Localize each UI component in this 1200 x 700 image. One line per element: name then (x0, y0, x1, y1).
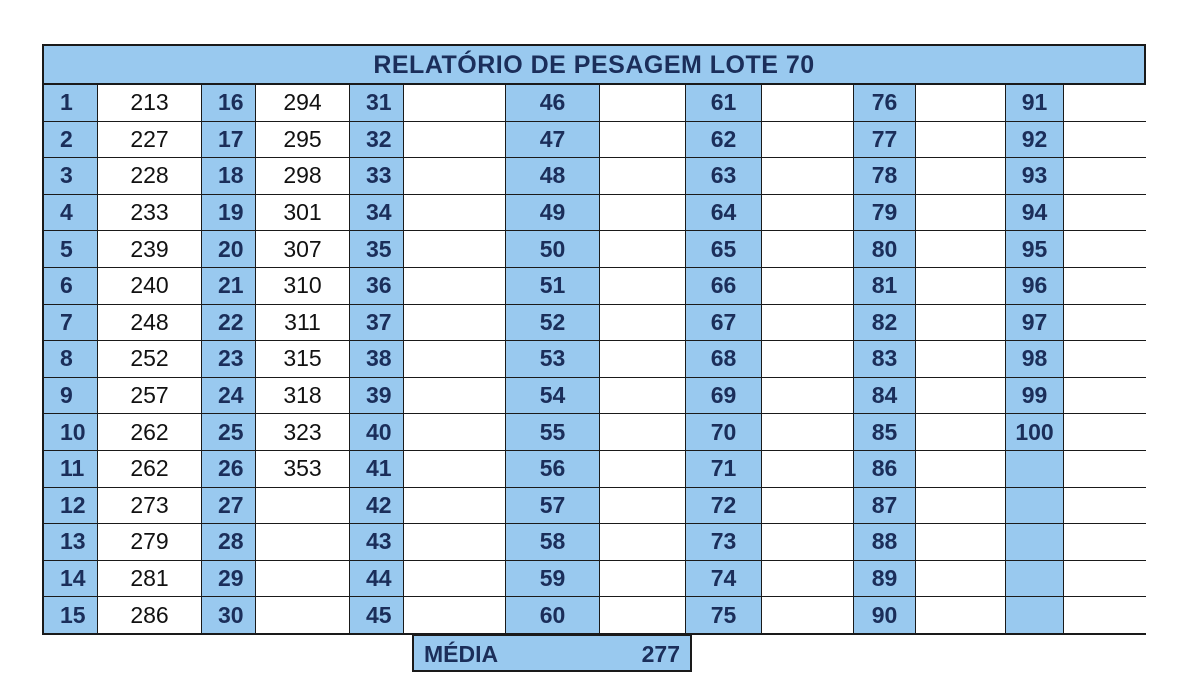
weighing-number-cell: 72 (686, 488, 762, 525)
weighing-number-cell (1006, 488, 1064, 525)
weight-value-cell: 281 (98, 561, 202, 598)
weighing-number-cell: 31 (350, 85, 404, 122)
weight-value-cell (916, 414, 1006, 451)
weighing-number-cell: 70 (686, 414, 762, 451)
weight-value-cell: 240 (98, 268, 202, 305)
weighing-number-cell: 78 (854, 158, 916, 195)
weight-value-cell (1064, 305, 1146, 342)
weighing-number-cell: 58 (506, 524, 600, 561)
weighing-number-cell: 52 (506, 305, 600, 342)
weight-value-cell: 273 (98, 488, 202, 525)
weight-value-cell (762, 341, 854, 378)
weighing-number-cell: 97 (1006, 305, 1064, 342)
weight-value-cell (1064, 195, 1146, 232)
weighing-number-cell: 98 (1006, 341, 1064, 378)
weight-value-cell (1064, 85, 1146, 122)
weighing-number-cell: 56 (506, 451, 600, 488)
weight-value-cell: 295 (256, 122, 350, 159)
weight-value-cell (762, 561, 854, 598)
weighing-number-cell: 40 (350, 414, 404, 451)
weight-value-cell (1064, 158, 1146, 195)
weight-value-cell: 286 (98, 597, 202, 634)
weight-value-cell (600, 488, 686, 525)
weight-value-cell (256, 488, 350, 525)
weighing-number-cell: 44 (350, 561, 404, 598)
weight-value-cell (600, 122, 686, 159)
weighing-number-cell: 77 (854, 122, 916, 159)
weighing-number-cell: 96 (1006, 268, 1064, 305)
weighing-number-cell: 38 (350, 341, 404, 378)
weighing-number-cell (1006, 524, 1064, 561)
weighing-number-cell: 50 (506, 231, 600, 268)
weighing-number-cell: 42 (350, 488, 404, 525)
weight-value-cell: 248 (98, 305, 202, 342)
weight-value-cell: 323 (256, 414, 350, 451)
weight-value-cell (600, 378, 686, 415)
weighing-number-cell (1006, 561, 1064, 598)
weighing-number-cell: 29 (202, 561, 256, 598)
weight-value-cell: 257 (98, 378, 202, 415)
weighing-number-cell: 2 (44, 122, 98, 159)
weighing-number-cell: 69 (686, 378, 762, 415)
weighing-number-cell: 8 (44, 341, 98, 378)
weighing-number-cell: 64 (686, 195, 762, 232)
weighing-number-cell: 23 (202, 341, 256, 378)
weighing-number-cell: 61 (686, 85, 762, 122)
weighing-number-cell: 16 (202, 85, 256, 122)
weight-value-cell (1064, 268, 1146, 305)
weighing-number-cell: 18 (202, 158, 256, 195)
weighing-number-cell: 60 (506, 597, 600, 634)
weight-value-cell (1064, 561, 1146, 598)
weight-value-cell: 252 (98, 341, 202, 378)
weight-value-cell (404, 378, 506, 415)
weight-value-cell (1064, 488, 1146, 525)
weight-value-cell (404, 414, 506, 451)
weight-value-cell: 311 (256, 305, 350, 342)
weight-value-cell (762, 122, 854, 159)
weight-value-cell (404, 122, 506, 159)
weight-value-cell (762, 268, 854, 305)
weight-value-cell (600, 341, 686, 378)
weight-value-cell: 262 (98, 451, 202, 488)
weighing-number-cell: 13 (44, 524, 98, 561)
weighing-number-cell: 65 (686, 231, 762, 268)
weight-value-cell: 294 (256, 85, 350, 122)
weight-value-cell (600, 158, 686, 195)
weighing-number-cell: 43 (350, 524, 404, 561)
weighing-number-cell: 99 (1006, 378, 1064, 415)
weighing-number-cell (1006, 451, 1064, 488)
weighing-number-cell: 95 (1006, 231, 1064, 268)
weight-value-cell: 233 (98, 195, 202, 232)
weight-value-cell (916, 524, 1006, 561)
weight-value-cell: 279 (98, 524, 202, 561)
weight-value-cell (762, 231, 854, 268)
weighing-number-cell: 90 (854, 597, 916, 634)
weighing-number-cell: 12 (44, 488, 98, 525)
weight-value-cell (916, 305, 1006, 342)
weighing-number-cell: 59 (506, 561, 600, 598)
weight-value-cell (600, 451, 686, 488)
weighing-number-cell: 39 (350, 378, 404, 415)
weighing-number-cell: 34 (350, 195, 404, 232)
weight-value-cell: 301 (256, 195, 350, 232)
weighing-number-cell: 84 (854, 378, 916, 415)
weight-value-cell (762, 378, 854, 415)
weighing-number-cell: 74 (686, 561, 762, 598)
weighing-number-cell: 51 (506, 268, 600, 305)
weight-value-cell (600, 268, 686, 305)
weighing-number-cell: 41 (350, 451, 404, 488)
weight-value-cell: 315 (256, 341, 350, 378)
weight-value-cell: 307 (256, 231, 350, 268)
weight-value-cell (600, 561, 686, 598)
weight-value-cell (404, 451, 506, 488)
weighing-number-cell: 10 (44, 414, 98, 451)
weighing-number-cell: 91 (1006, 85, 1064, 122)
weight-value-cell (600, 414, 686, 451)
weight-value-cell (762, 524, 854, 561)
weight-value-cell (1064, 414, 1146, 451)
weighing-number-cell: 88 (854, 524, 916, 561)
weighing-number-cell: 28 (202, 524, 256, 561)
weighing-number-cell: 54 (506, 378, 600, 415)
weight-value-cell (916, 195, 1006, 232)
weight-value-cell (1064, 122, 1146, 159)
weighing-number-cell: 86 (854, 451, 916, 488)
weighing-number-cell: 71 (686, 451, 762, 488)
weight-value-cell (916, 85, 1006, 122)
weight-value-cell (600, 85, 686, 122)
weighing-number-cell: 83 (854, 341, 916, 378)
weight-value-cell (1064, 341, 1146, 378)
report-title: RELATÓRIO DE PESAGEM LOTE 70 (44, 46, 1144, 85)
weight-value-cell (404, 85, 506, 122)
weight-value-cell (762, 85, 854, 122)
weighing-number-cell: 22 (202, 305, 256, 342)
weighing-number-cell: 32 (350, 122, 404, 159)
average-label: MÉDIA (424, 641, 499, 667)
weighing-number-cell (1006, 597, 1064, 634)
weight-value-cell (916, 158, 1006, 195)
weight-value-cell: 298 (256, 158, 350, 195)
weighing-number-cell: 81 (854, 268, 916, 305)
weighing-number-cell: 6 (44, 268, 98, 305)
weight-value-cell (600, 524, 686, 561)
weighing-number-cell: 25 (202, 414, 256, 451)
weight-value-cell (1064, 597, 1146, 634)
average-box (412, 634, 692, 672)
weight-value-cell (762, 305, 854, 342)
weight-value-cell (1064, 378, 1146, 415)
weight-value-cell: 353 (256, 451, 350, 488)
weighing-number-cell: 17 (202, 122, 256, 159)
weight-value-cell (256, 561, 350, 598)
weighing-number-cell: 79 (854, 195, 916, 232)
weight-value-cell: 228 (98, 158, 202, 195)
weighing-number-cell: 46 (506, 85, 600, 122)
weight-value-cell (762, 195, 854, 232)
weighing-number-cell: 27 (202, 488, 256, 525)
weighing-number-cell: 63 (686, 158, 762, 195)
weight-value-cell (404, 341, 506, 378)
weight-value-cell (762, 414, 854, 451)
weight-value-cell (916, 122, 1006, 159)
weighing-number-cell: 14 (44, 561, 98, 598)
weighing-number-cell: 73 (686, 524, 762, 561)
weighing-number-cell: 66 (686, 268, 762, 305)
weighing-number-cell: 5 (44, 231, 98, 268)
weight-value-cell (762, 488, 854, 525)
weight-value-cell (404, 268, 506, 305)
weight-value-cell (404, 195, 506, 232)
weighing-number-cell: 67 (686, 305, 762, 342)
weighing-number-cell: 89 (854, 561, 916, 598)
weight-value-cell (916, 378, 1006, 415)
weight-value-cell (600, 305, 686, 342)
weighing-number-cell: 100 (1006, 414, 1064, 451)
weighing-number-cell: 62 (686, 122, 762, 159)
weight-value-cell (1064, 451, 1146, 488)
weight-value-cell (916, 231, 1006, 268)
weight-value-cell (762, 451, 854, 488)
average-value: 277 (641, 641, 680, 667)
weighing-number-cell: 47 (506, 122, 600, 159)
weight-value-cell (916, 597, 1006, 634)
weighing-number-cell: 26 (202, 451, 256, 488)
weight-value-cell: 318 (256, 378, 350, 415)
weighing-number-cell: 68 (686, 341, 762, 378)
weight-value-cell: 239 (98, 231, 202, 268)
weight-value-cell (404, 305, 506, 342)
weighing-number-cell: 55 (506, 414, 600, 451)
weighing-number-cell: 80 (854, 231, 916, 268)
weighing-number-cell: 57 (506, 488, 600, 525)
weighing-number-cell: 4 (44, 195, 98, 232)
weight-value-cell (600, 231, 686, 268)
weight-value-cell (1064, 231, 1146, 268)
weighing-number-cell: 76 (854, 85, 916, 122)
weight-value-cell (762, 597, 854, 634)
weight-value-cell (256, 597, 350, 634)
weighing-number-cell: 92 (1006, 122, 1064, 159)
weight-value-cell (916, 488, 1006, 525)
weight-value-cell (916, 451, 1006, 488)
weighing-number-cell: 53 (506, 341, 600, 378)
weight-value-cell (1064, 524, 1146, 561)
weighing-number-cell: 3 (44, 158, 98, 195)
weight-value-cell (916, 561, 1006, 598)
weighing-number-cell: 82 (854, 305, 916, 342)
weighing-number-cell: 9 (44, 378, 98, 415)
weight-value-cell (404, 597, 506, 634)
weighing-number-cell: 48 (506, 158, 600, 195)
weighing-number-cell: 75 (686, 597, 762, 634)
weighing-number-cell: 11 (44, 451, 98, 488)
weight-value-cell (600, 195, 686, 232)
weighing-number-cell: 37 (350, 305, 404, 342)
weight-value-cell (600, 597, 686, 634)
weight-value-cell: 310 (256, 268, 350, 305)
weight-value-cell (404, 231, 506, 268)
weighing-number-cell: 49 (506, 195, 600, 232)
weighing-number-cell: 15 (44, 597, 98, 634)
weighing-number-cell: 36 (350, 268, 404, 305)
weighing-number-cell: 85 (854, 414, 916, 451)
weight-value-cell: 262 (98, 414, 202, 451)
weighing-number-cell: 24 (202, 378, 256, 415)
weight-value-cell (256, 524, 350, 561)
weighing-number-cell: 7 (44, 305, 98, 342)
weight-value-cell: 213 (98, 85, 202, 122)
weighing-number-cell: 33 (350, 158, 404, 195)
weight-value-cell (404, 524, 506, 561)
weight-value-cell (916, 268, 1006, 305)
weighing-number-cell: 45 (350, 597, 404, 634)
weighing-number-cell: 94 (1006, 195, 1064, 232)
weighing-number-cell: 20 (202, 231, 256, 268)
weighing-report-table (42, 44, 1146, 635)
weight-value-cell (404, 561, 506, 598)
weight-value-cell (404, 488, 506, 525)
weight-value-cell (762, 158, 854, 195)
weighing-number-cell: 1 (44, 85, 98, 122)
weighing-number-cell: 35 (350, 231, 404, 268)
weighing-number-cell: 87 (854, 488, 916, 525)
weighing-number-cell: 30 (202, 597, 256, 634)
weighing-number-cell: 21 (202, 268, 256, 305)
weighing-number-cell: 93 (1006, 158, 1064, 195)
weight-value-cell: 227 (98, 122, 202, 159)
weighing-number-cell: 19 (202, 195, 256, 232)
weight-value-cell (916, 341, 1006, 378)
weight-value-cell (404, 158, 506, 195)
